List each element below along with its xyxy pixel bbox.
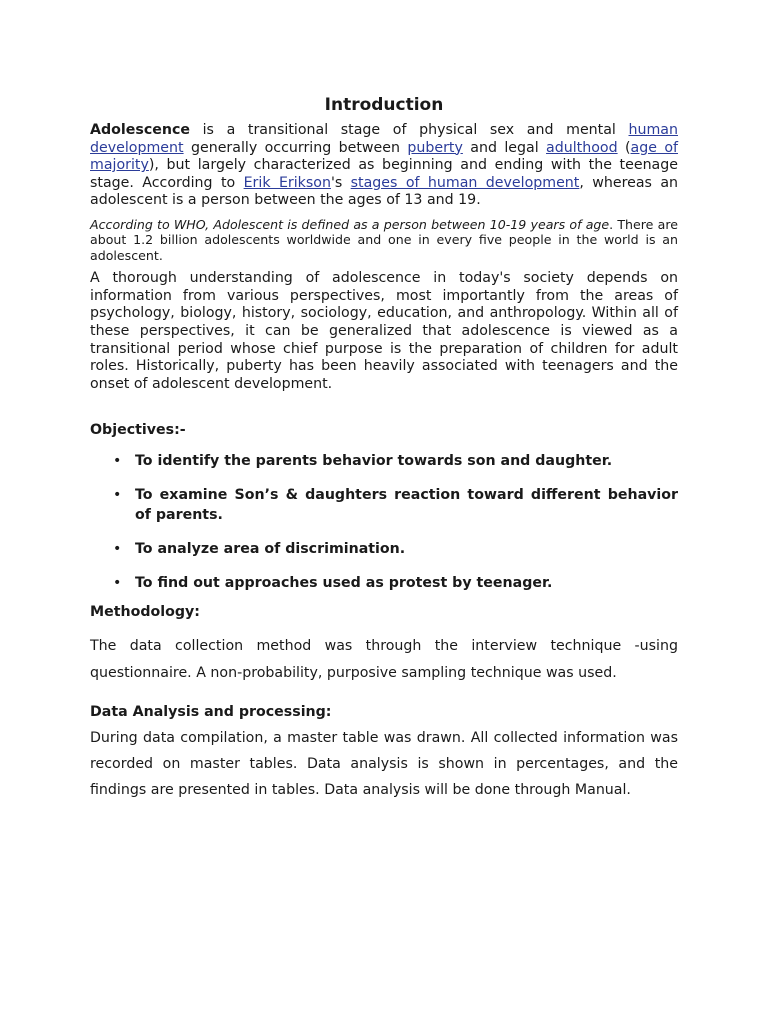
intro-text-5: ), but largely characterized as beginning and ending with the teenage stage. According to bbox=[90, 157, 678, 191]
link-human-development[interactable]: human development bbox=[90, 122, 678, 156]
intro-text-7: , whereas an adolescent is a person between the ages of 13 and 19. bbox=[90, 174, 679, 209]
understanding-paragraph: A thorough understanding of adolescence in today's society depends on information from various perspectives, most importantly from the areas of psychology, biology, history, sociology, education, and anthropology. Within all of these perspectives, it can be generalized that adolescence is viewed as a transitional period whose chief purpose is the preparation of children for adult roles. Historically, puberty has been heavily associated with teenagers and the onset of adolescent development. bbox=[90, 270, 678, 392]
bullet-icon: • bbox=[113, 541, 122, 558]
objective-text: To examine Son’s & daughters reaction toward different behavior of parents. bbox=[135, 487, 678, 524]
intro-text-4: ( bbox=[617, 139, 631, 156]
bullet-icon: • bbox=[113, 487, 122, 504]
page-title: Introduction bbox=[324, 95, 444, 115]
objective-text: To analyze area of discrimination. bbox=[135, 541, 406, 558]
list-item bbox=[90, 485, 678, 525]
link-puberty[interactable]: puberty bbox=[407, 139, 463, 156]
intro-text-2: generally occurring between bbox=[183, 139, 408, 156]
list-item bbox=[90, 573, 678, 593]
list-item bbox=[90, 539, 678, 559]
methodology-paragraph: The data collection method was through the interview technique -using questionnaire. A non-probability, purposive sampling technique was used. bbox=[90, 638, 678, 682]
who-paragraph bbox=[90, 217, 678, 263]
data-analysis-heading: Data Analysis and processing: bbox=[90, 704, 332, 721]
adolescence-term: Adolescence bbox=[90, 122, 190, 138]
intro-paragraph bbox=[90, 122, 678, 210]
methodology-heading: Methodology: bbox=[90, 604, 200, 621]
objective-text: To identify the parents behavior towards son and daughter. bbox=[135, 453, 613, 470]
list-item bbox=[90, 451, 678, 471]
intro-text-6: 's bbox=[330, 174, 351, 191]
objectives-heading: Objectives:- bbox=[90, 422, 186, 439]
who-statistics: . There are about 1.2 billion adolescents worldwide and one in every five people in the world is an adolescent. bbox=[90, 216, 678, 263]
link-age-of-majority[interactable]: age of majority bbox=[90, 139, 678, 174]
who-definition: According to WHO, Adolescent is defined as a person between 10-19 years of age bbox=[90, 216, 610, 232]
objective-text: To find out approaches used as protest by teenager. bbox=[135, 575, 553, 592]
data-analysis-paragraph: During data compilation, a master table was drawn. All collected information was recorded on master tables. Data analysis is shown in percentages, and the findings are presented in tables. Data analysis will be done through Manual. bbox=[90, 730, 678, 799]
link-stages-of-human-development[interactable]: stages of human development bbox=[350, 174, 580, 191]
bullet-icon: • bbox=[113, 575, 122, 592]
intro-text-1: is a transitional stage of physical sex and mental bbox=[189, 122, 629, 138]
link-adulthood[interactable]: adulthood bbox=[546, 139, 618, 156]
document-page bbox=[90, 94, 678, 803]
objectives-list bbox=[90, 451, 678, 593]
link-erik-erikson[interactable]: Erik Erikson bbox=[243, 174, 331, 191]
bullet-icon: • bbox=[113, 453, 122, 470]
intro-text-3: and legal bbox=[462, 139, 547, 156]
